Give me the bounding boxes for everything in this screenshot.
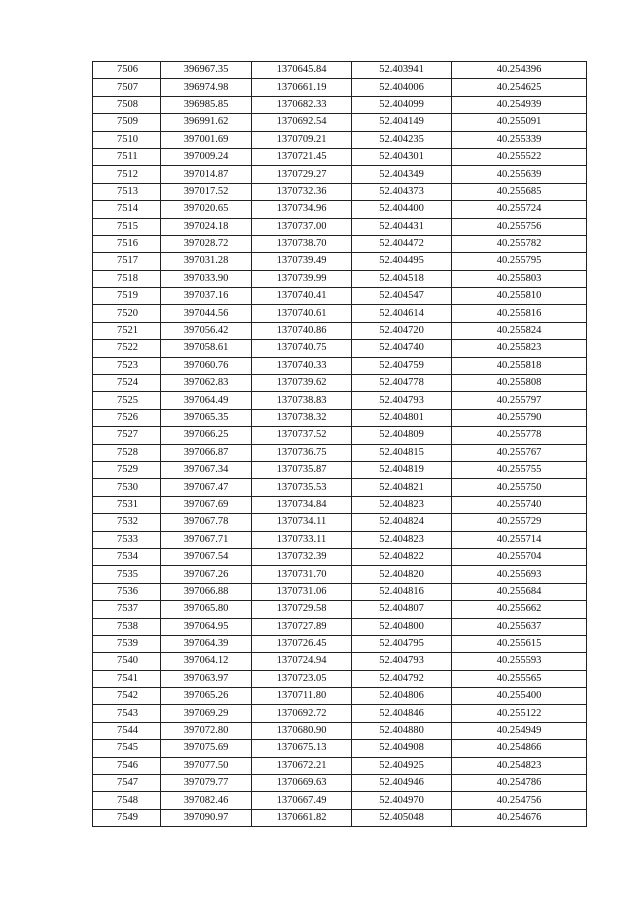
longitude-cell: 40.255685	[452, 183, 587, 200]
x-coordinate-cell: 397077.50	[161, 757, 252, 774]
y-coordinate-cell: 1370732.36	[252, 183, 352, 200]
longitude-cell: 40.255714	[452, 531, 587, 548]
longitude-cell: 40.255778	[452, 427, 587, 444]
y-coordinate-cell: 1370726.45	[252, 635, 352, 652]
table-row	[93, 757, 587, 774]
table-row	[93, 583, 587, 600]
y-coordinate-cell: 1370692.54	[252, 114, 352, 131]
x-coordinate-cell: 397079.77	[161, 775, 252, 792]
longitude-cell: 40.254625	[452, 79, 587, 96]
x-coordinate-cell: 397067.69	[161, 496, 252, 513]
table-row	[93, 235, 587, 252]
longitude-cell: 40.255750	[452, 479, 587, 496]
y-coordinate-cell: 1370672.21	[252, 757, 352, 774]
y-coordinate-cell: 1370729.27	[252, 166, 352, 183]
longitude-cell: 40.255803	[452, 270, 587, 287]
table-row	[93, 653, 587, 670]
latitude-cell: 52.404099	[352, 96, 452, 113]
x-coordinate-cell: 397064.39	[161, 635, 252, 652]
table-row	[93, 427, 587, 444]
x-coordinate-cell: 397067.34	[161, 461, 252, 478]
point-id-cell: 7543	[93, 705, 161, 722]
table-row	[93, 340, 587, 357]
latitude-cell: 52.404431	[352, 218, 452, 235]
longitude-cell: 40.254866	[452, 740, 587, 757]
table-row	[93, 809, 587, 826]
point-id-cell: 7529	[93, 461, 161, 478]
y-coordinate-cell: 1370740.33	[252, 357, 352, 374]
y-coordinate-cell: 1370731.06	[252, 583, 352, 600]
coordinates-table	[92, 61, 587, 827]
table-row	[93, 601, 587, 618]
longitude-cell: 40.254676	[452, 809, 587, 826]
table-row	[93, 114, 587, 131]
latitude-cell: 52.404235	[352, 131, 452, 148]
latitude-cell: 52.404778	[352, 375, 452, 392]
table-row	[93, 722, 587, 739]
x-coordinate-cell: 397058.61	[161, 340, 252, 357]
longitude-cell: 40.255522	[452, 148, 587, 165]
table-row	[93, 305, 587, 322]
point-id-cell: 7510	[93, 131, 161, 148]
latitude-cell: 52.404800	[352, 618, 452, 635]
longitude-cell: 40.255615	[452, 635, 587, 652]
x-coordinate-cell: 396991.62	[161, 114, 252, 131]
y-coordinate-cell: 1370739.62	[252, 375, 352, 392]
longitude-cell: 40.255824	[452, 322, 587, 339]
table-row	[93, 96, 587, 113]
table-row	[93, 444, 587, 461]
x-coordinate-cell: 397064.12	[161, 653, 252, 670]
longitude-cell: 40.255767	[452, 444, 587, 461]
y-coordinate-cell: 1370740.41	[252, 288, 352, 305]
y-coordinate-cell: 1370667.49	[252, 792, 352, 809]
x-coordinate-cell: 397067.26	[161, 566, 252, 583]
point-id-cell: 7535	[93, 566, 161, 583]
longitude-cell: 40.254949	[452, 722, 587, 739]
x-coordinate-cell: 397037.16	[161, 288, 252, 305]
latitude-cell: 52.404925	[352, 757, 452, 774]
y-coordinate-cell: 1370738.70	[252, 235, 352, 252]
latitude-cell: 52.404349	[352, 166, 452, 183]
x-coordinate-cell: 397067.54	[161, 548, 252, 565]
y-coordinate-cell: 1370734.84	[252, 496, 352, 513]
x-coordinate-cell: 397075.69	[161, 740, 252, 757]
y-coordinate-cell: 1370740.75	[252, 340, 352, 357]
latitude-cell: 52.404720	[352, 322, 452, 339]
longitude-cell: 40.255795	[452, 253, 587, 270]
latitude-cell: 52.404400	[352, 201, 452, 218]
longitude-cell: 40.255756	[452, 218, 587, 235]
y-coordinate-cell: 1370733.11	[252, 531, 352, 548]
point-id-cell: 7531	[93, 496, 161, 513]
x-coordinate-cell: 397072.80	[161, 722, 252, 739]
point-id-cell: 7539	[93, 635, 161, 652]
y-coordinate-cell: 1370734.96	[252, 201, 352, 218]
y-coordinate-cell: 1370645.84	[252, 62, 352, 79]
y-coordinate-cell: 1370680.90	[252, 722, 352, 739]
y-coordinate-cell: 1370740.86	[252, 322, 352, 339]
y-coordinate-cell: 1370692.72	[252, 705, 352, 722]
point-id-cell: 7547	[93, 775, 161, 792]
point-id-cell: 7538	[93, 618, 161, 635]
table-row	[93, 496, 587, 513]
longitude-cell: 40.255593	[452, 653, 587, 670]
y-coordinate-cell: 1370740.61	[252, 305, 352, 322]
longitude-cell: 40.255704	[452, 548, 587, 565]
table-row	[93, 531, 587, 548]
longitude-cell: 40.255339	[452, 131, 587, 148]
longitude-cell: 40.255724	[452, 201, 587, 218]
longitude-cell: 40.255565	[452, 670, 587, 687]
y-coordinate-cell: 1370721.45	[252, 148, 352, 165]
latitude-cell: 52.404759	[352, 357, 452, 374]
x-coordinate-cell: 397063.97	[161, 670, 252, 687]
latitude-cell: 52.404806	[352, 688, 452, 705]
point-id-cell: 7528	[93, 444, 161, 461]
x-coordinate-cell: 397060.76	[161, 357, 252, 374]
latitude-cell: 52.404970	[352, 792, 452, 809]
point-id-cell: 7519	[93, 288, 161, 305]
table-row	[93, 375, 587, 392]
longitude-cell: 40.254396	[452, 62, 587, 79]
x-coordinate-cell: 396974.98	[161, 79, 252, 96]
x-coordinate-cell: 397017.52	[161, 183, 252, 200]
x-coordinate-cell: 397066.88	[161, 583, 252, 600]
table-row	[93, 775, 587, 792]
longitude-cell: 40.255782	[452, 235, 587, 252]
coordinates-table-body	[93, 62, 587, 827]
y-coordinate-cell: 1370735.53	[252, 479, 352, 496]
point-id-cell: 7527	[93, 427, 161, 444]
x-coordinate-cell: 397065.35	[161, 409, 252, 426]
y-coordinate-cell: 1370669.63	[252, 775, 352, 792]
longitude-cell: 40.255684	[452, 583, 587, 600]
point-id-cell: 7533	[93, 531, 161, 548]
latitude-cell: 52.404807	[352, 601, 452, 618]
latitude-cell: 52.404819	[352, 461, 452, 478]
x-coordinate-cell: 397067.78	[161, 514, 252, 531]
point-id-cell: 7548	[93, 792, 161, 809]
latitude-cell: 52.404149	[352, 114, 452, 131]
x-coordinate-cell: 397082.46	[161, 792, 252, 809]
point-id-cell: 7522	[93, 340, 161, 357]
table-row	[93, 514, 587, 531]
y-coordinate-cell: 1370735.87	[252, 461, 352, 478]
x-coordinate-cell: 397024.18	[161, 218, 252, 235]
longitude-cell: 40.254823	[452, 757, 587, 774]
latitude-cell: 52.404822	[352, 548, 452, 565]
longitude-cell: 40.254786	[452, 775, 587, 792]
table-row	[93, 166, 587, 183]
point-id-cell: 7536	[93, 583, 161, 600]
longitude-cell: 40.255122	[452, 705, 587, 722]
latitude-cell: 52.404547	[352, 288, 452, 305]
x-coordinate-cell: 397064.49	[161, 392, 252, 409]
longitude-cell: 40.255693	[452, 566, 587, 583]
point-id-cell: 7507	[93, 79, 161, 96]
point-id-cell: 7506	[93, 62, 161, 79]
latitude-cell: 52.404793	[352, 653, 452, 670]
table-row	[93, 79, 587, 96]
latitude-cell: 52.404301	[352, 148, 452, 165]
table-row	[93, 548, 587, 565]
y-coordinate-cell: 1370723.05	[252, 670, 352, 687]
point-id-cell: 7514	[93, 201, 161, 218]
latitude-cell: 52.404821	[352, 479, 452, 496]
table-row	[93, 131, 587, 148]
latitude-cell: 52.404823	[352, 531, 452, 548]
point-id-cell: 7515	[93, 218, 161, 235]
latitude-cell: 52.404006	[352, 79, 452, 96]
y-coordinate-cell: 1370734.11	[252, 514, 352, 531]
point-id-cell: 7546	[93, 757, 161, 774]
point-id-cell: 7517	[93, 253, 161, 270]
point-id-cell: 7545	[93, 740, 161, 757]
x-coordinate-cell: 397001.69	[161, 131, 252, 148]
longitude-cell: 40.255810	[452, 288, 587, 305]
point-id-cell: 7520	[93, 305, 161, 322]
longitude-cell: 40.255740	[452, 496, 587, 513]
point-id-cell: 7530	[93, 479, 161, 496]
longitude-cell: 40.255797	[452, 392, 587, 409]
table-row	[93, 62, 587, 79]
y-coordinate-cell: 1370732.39	[252, 548, 352, 565]
table-row	[93, 705, 587, 722]
y-coordinate-cell: 1370738.83	[252, 392, 352, 409]
latitude-cell: 52.404880	[352, 722, 452, 739]
x-coordinate-cell: 397031.28	[161, 253, 252, 270]
point-id-cell: 7537	[93, 601, 161, 618]
longitude-cell: 40.255729	[452, 514, 587, 531]
x-coordinate-cell: 397028.72	[161, 235, 252, 252]
latitude-cell: 52.404801	[352, 409, 452, 426]
point-id-cell: 7544	[93, 722, 161, 739]
longitude-cell: 40.255639	[452, 166, 587, 183]
y-coordinate-cell: 1370661.82	[252, 809, 352, 826]
table-row	[93, 148, 587, 165]
x-coordinate-cell: 397067.71	[161, 531, 252, 548]
latitude-cell: 52.404823	[352, 496, 452, 513]
point-id-cell: 7549	[93, 809, 161, 826]
x-coordinate-cell: 397009.24	[161, 148, 252, 165]
latitude-cell: 52.404495	[352, 253, 452, 270]
y-coordinate-cell: 1370675.13	[252, 740, 352, 757]
latitude-cell: 52.404740	[352, 340, 452, 357]
table-row	[93, 618, 587, 635]
y-coordinate-cell: 1370682.33	[252, 96, 352, 113]
latitude-cell: 52.404815	[352, 444, 452, 461]
point-id-cell: 7541	[93, 670, 161, 687]
y-coordinate-cell: 1370727.89	[252, 618, 352, 635]
latitude-cell: 52.404820	[352, 566, 452, 583]
longitude-cell: 40.255818	[452, 357, 587, 374]
point-id-cell: 7509	[93, 114, 161, 131]
longitude-cell: 40.255091	[452, 114, 587, 131]
table-row	[93, 792, 587, 809]
latitude-cell: 52.404824	[352, 514, 452, 531]
point-id-cell: 7516	[93, 235, 161, 252]
y-coordinate-cell: 1370737.00	[252, 218, 352, 235]
table-row	[93, 392, 587, 409]
longitude-cell: 40.254939	[452, 96, 587, 113]
latitude-cell: 52.404846	[352, 705, 452, 722]
latitude-cell: 52.404908	[352, 740, 452, 757]
point-id-cell: 7511	[93, 148, 161, 165]
longitude-cell: 40.255816	[452, 305, 587, 322]
x-coordinate-cell: 397044.56	[161, 305, 252, 322]
x-coordinate-cell: 397065.26	[161, 688, 252, 705]
x-coordinate-cell: 397069.29	[161, 705, 252, 722]
table-row	[93, 288, 587, 305]
table-row	[93, 566, 587, 583]
x-coordinate-cell: 397020.65	[161, 201, 252, 218]
y-coordinate-cell: 1370729.58	[252, 601, 352, 618]
point-id-cell: 7524	[93, 375, 161, 392]
y-coordinate-cell: 1370661.19	[252, 79, 352, 96]
longitude-cell: 40.255823	[452, 340, 587, 357]
table-row	[93, 253, 587, 270]
table-row	[93, 409, 587, 426]
latitude-cell: 52.404614	[352, 305, 452, 322]
y-coordinate-cell: 1370711.80	[252, 688, 352, 705]
longitude-cell: 40.255790	[452, 409, 587, 426]
point-id-cell: 7542	[93, 688, 161, 705]
point-id-cell: 7540	[93, 653, 161, 670]
latitude-cell: 52.404809	[352, 427, 452, 444]
y-coordinate-cell: 1370738.32	[252, 409, 352, 426]
point-id-cell: 7513	[93, 183, 161, 200]
table-row	[93, 183, 587, 200]
x-coordinate-cell: 396967.35	[161, 62, 252, 79]
point-id-cell: 7532	[93, 514, 161, 531]
latitude-cell: 52.404946	[352, 775, 452, 792]
table-row	[93, 688, 587, 705]
x-coordinate-cell: 397062.83	[161, 375, 252, 392]
table-row	[93, 479, 587, 496]
table-row	[93, 635, 587, 652]
x-coordinate-cell: 397090.97	[161, 809, 252, 826]
longitude-cell: 40.255662	[452, 601, 587, 618]
table-row	[93, 670, 587, 687]
table-row	[93, 270, 587, 287]
x-coordinate-cell: 397066.87	[161, 444, 252, 461]
point-id-cell: 7518	[93, 270, 161, 287]
x-coordinate-cell: 397065.80	[161, 601, 252, 618]
longitude-cell: 40.255400	[452, 688, 587, 705]
latitude-cell: 52.404816	[352, 583, 452, 600]
x-coordinate-cell: 397067.47	[161, 479, 252, 496]
latitude-cell: 52.404518	[352, 270, 452, 287]
longitude-cell: 40.255808	[452, 375, 587, 392]
table-row	[93, 461, 587, 478]
x-coordinate-cell: 397056.42	[161, 322, 252, 339]
x-coordinate-cell: 397066.25	[161, 427, 252, 444]
y-coordinate-cell: 1370709.21	[252, 131, 352, 148]
latitude-cell: 52.403941	[352, 62, 452, 79]
y-coordinate-cell: 1370724.94	[252, 653, 352, 670]
point-id-cell: 7523	[93, 357, 161, 374]
latitude-cell: 52.404472	[352, 235, 452, 252]
table-row	[93, 740, 587, 757]
table-row	[93, 357, 587, 374]
x-coordinate-cell: 397033.90	[161, 270, 252, 287]
point-id-cell: 7525	[93, 392, 161, 409]
longitude-cell: 40.255637	[452, 618, 587, 635]
y-coordinate-cell: 1370739.49	[252, 253, 352, 270]
table-row	[93, 218, 587, 235]
point-id-cell: 7534	[93, 548, 161, 565]
point-id-cell: 7521	[93, 322, 161, 339]
y-coordinate-cell: 1370731.70	[252, 566, 352, 583]
x-coordinate-cell: 396985.85	[161, 96, 252, 113]
table-row	[93, 201, 587, 218]
x-coordinate-cell: 397014.87	[161, 166, 252, 183]
latitude-cell: 52.404795	[352, 635, 452, 652]
latitude-cell: 52.405048	[352, 809, 452, 826]
latitude-cell: 52.404793	[352, 392, 452, 409]
longitude-cell: 40.254756	[452, 792, 587, 809]
point-id-cell: 7526	[93, 409, 161, 426]
y-coordinate-cell: 1370737.52	[252, 427, 352, 444]
point-id-cell: 7508	[93, 96, 161, 113]
latitude-cell: 52.404792	[352, 670, 452, 687]
x-coordinate-cell: 397064.95	[161, 618, 252, 635]
longitude-cell: 40.255755	[452, 461, 587, 478]
table-row	[93, 322, 587, 339]
y-coordinate-cell: 1370736.75	[252, 444, 352, 461]
point-id-cell: 7512	[93, 166, 161, 183]
y-coordinate-cell: 1370739.99	[252, 270, 352, 287]
latitude-cell: 52.404373	[352, 183, 452, 200]
